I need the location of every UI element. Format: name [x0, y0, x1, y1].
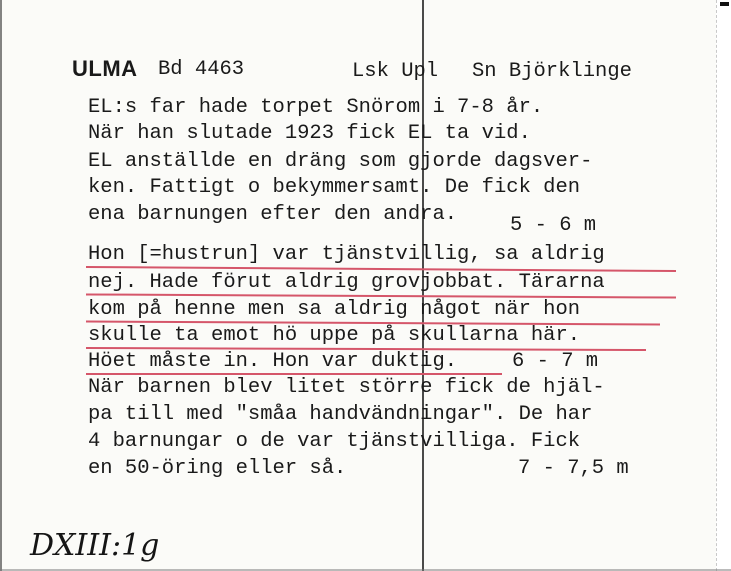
text-line: skulle ta emot hö uppe på skullarna här. — [88, 324, 581, 347]
text-line: EL:s far hade torpet Snörom i 7-8 år. — [88, 96, 544, 119]
place-code: Lsk Upl — [352, 60, 439, 83]
record-number: Bd 4463 — [158, 58, 245, 81]
text-line: 4 barnungar o de var tjänstvilliga. Fick — [88, 430, 581, 453]
corner-mark — [720, 2, 729, 6]
parish-name: Sn Björklinge — [472, 60, 632, 83]
text-line: nej. Hade förut aldrig grovjobbat. Tärarna — [88, 271, 605, 294]
text-line: kom på henne men sa aldrig något när hon — [88, 298, 581, 321]
text-line: en 50-öring eller så. — [88, 457, 347, 480]
text-line: ena barnungen efter den andra. — [88, 203, 458, 226]
time-marker: 6 - 7 m — [512, 350, 599, 373]
text-line: När barnen blev litet större fick de hjäl- — [88, 376, 605, 399]
archive-title: ULMA — [72, 56, 138, 81]
handwritten-signum: DXIII:1g — [30, 528, 160, 563]
card-left-edge — [0, 0, 2, 571]
text-line: Hon [=hustrun] var tjänstvillig, sa aldrig — [88, 243, 605, 266]
text-line: pa till med "småa handvändningar". De har — [88, 403, 593, 426]
red-underline — [86, 373, 502, 375]
text-line: Höet måste in. Hon var duktig. — [88, 350, 458, 373]
text-line: När han slutade 1923 fick EL ta vid. — [88, 122, 531, 145]
time-marker: 5 - 6 m — [510, 214, 597, 237]
text-line: EL anställde en dräng som gjorde dagsver- — [88, 150, 593, 173]
text-line: ken. Fattigt o bekymmersamt. De fick den — [88, 176, 581, 199]
card-right-edge — [716, 0, 731, 571]
time-marker: 7 - 7,5 m — [518, 457, 629, 480]
